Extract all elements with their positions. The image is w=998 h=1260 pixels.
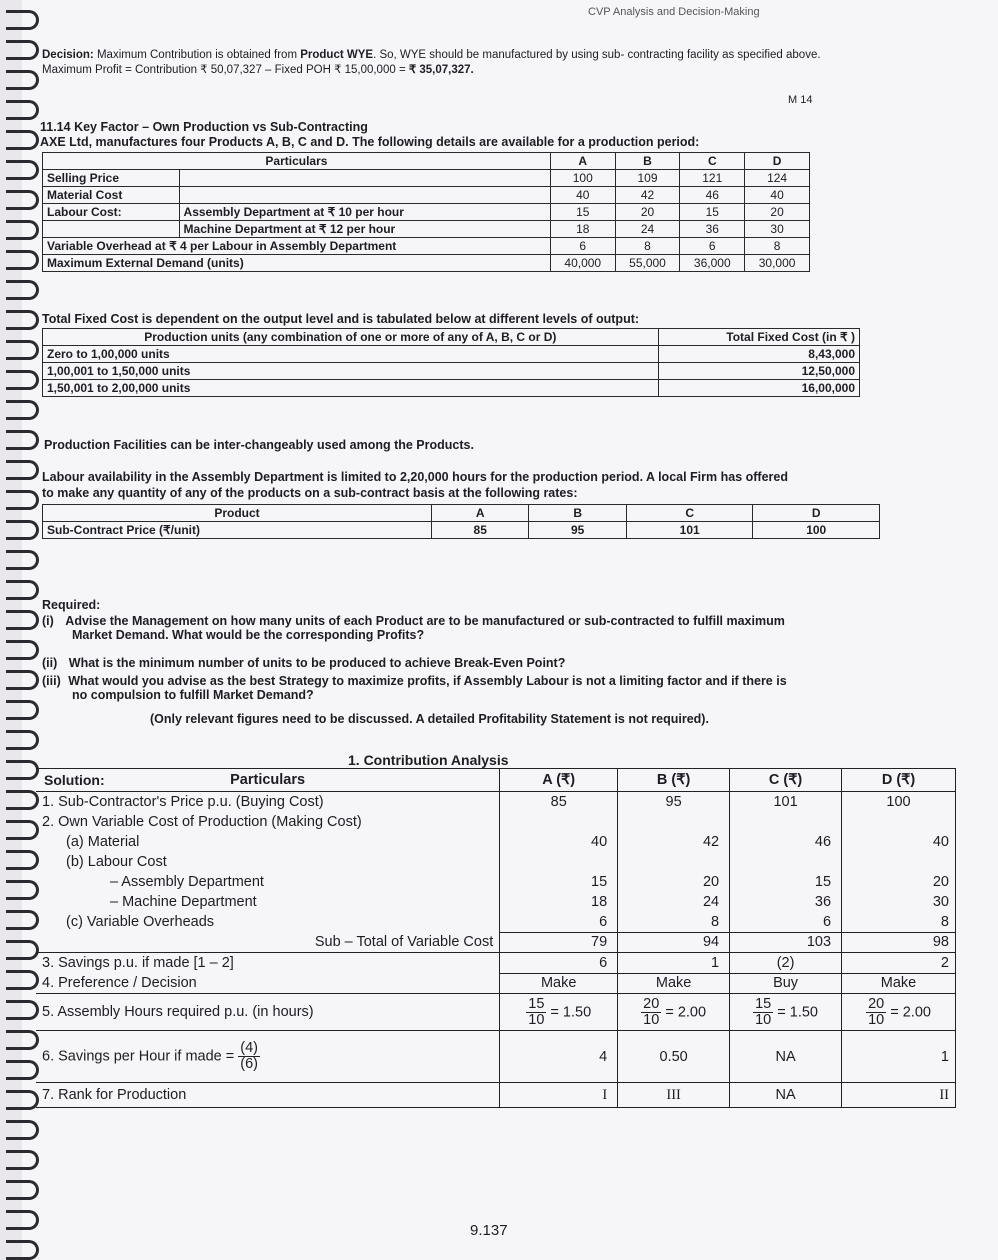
col-header: C (₹) xyxy=(730,769,842,792)
row-sub xyxy=(179,170,550,187)
fraction-numerator: (4) xyxy=(240,1040,258,1056)
table-cell: 15 xyxy=(550,204,615,221)
binding-ring xyxy=(6,130,39,150)
col-header: B xyxy=(615,153,680,170)
table-row xyxy=(43,170,810,187)
binding-ring xyxy=(6,280,39,300)
table-cell: 42 xyxy=(618,832,730,852)
table-row xyxy=(43,363,860,380)
binding-ring xyxy=(6,520,39,540)
price-label: Sub-Contract Price (₹/unit) xyxy=(43,522,432,539)
table-cell: 20 xyxy=(745,204,810,221)
row-number: 4. xyxy=(42,975,55,991)
table-cell: 1 xyxy=(842,1031,956,1083)
contribution-analysis-table xyxy=(36,768,956,1108)
fraction-result: = 2.00 xyxy=(665,1003,707,1020)
fraction-result: = 2.00 xyxy=(890,1003,931,1020)
table-row xyxy=(36,932,956,953)
table-cell: 6 xyxy=(500,953,618,974)
row-label: Maximum External Demand (units) xyxy=(43,255,551,272)
binding-ring xyxy=(6,1240,39,1260)
requirement-item xyxy=(42,656,902,670)
binding-ring xyxy=(6,400,39,420)
table-cell: 4 xyxy=(500,1031,618,1083)
binding-ring xyxy=(6,460,39,480)
fraction-cell xyxy=(500,994,618,1031)
table-row xyxy=(36,812,956,832)
row-label: Preference / Decision xyxy=(58,975,197,991)
table-cell: 124 xyxy=(745,170,810,187)
table-cell: 1 xyxy=(618,953,730,974)
table-cell: 36 xyxy=(680,221,745,238)
binding-ring xyxy=(6,760,39,780)
binding-ring xyxy=(6,1210,39,1230)
table-cell: 16,00,000 xyxy=(658,380,859,397)
fraction-numerator: 20 xyxy=(868,995,885,1012)
binding-ring xyxy=(6,1150,39,1170)
table-cell: 0.50 xyxy=(618,1031,730,1083)
table-row xyxy=(36,912,956,932)
requirement-note: (Only relevant figures need to be discussed. A detailed Profitability Statement is not required). xyxy=(150,712,709,726)
fraction-result: = 1.50 xyxy=(550,1003,592,1020)
row-sub: Machine Department at ₹ 12 per hour xyxy=(179,221,550,238)
binding-ring xyxy=(6,490,39,510)
table-cell: 94 xyxy=(618,932,730,953)
table-row xyxy=(43,346,860,363)
table-cell: 40,000 xyxy=(550,255,615,272)
solution-label: Solution: xyxy=(44,772,105,788)
table-cell: 1,50,001 to 2,00,000 units xyxy=(43,380,659,397)
binding-ring xyxy=(6,850,39,870)
table-cell: 98 xyxy=(842,932,956,953)
table-cell: 55,000 xyxy=(615,255,680,272)
binding-ring xyxy=(6,70,39,90)
col-header: D (₹) xyxy=(842,769,956,792)
spiral-binding xyxy=(0,0,40,1260)
solution-title: 1. Contribution Analysis xyxy=(348,752,509,768)
row-label: Assembly Hours required p.u. (in hours) xyxy=(57,1004,314,1020)
table-row xyxy=(43,522,880,539)
particulars-header: Particulars xyxy=(36,769,500,792)
row-label: Rank for Production xyxy=(58,1087,187,1103)
table-cell: 20 xyxy=(842,872,956,892)
binding-ring xyxy=(6,580,39,600)
binding-ring xyxy=(6,1030,39,1050)
table-cell: 12,50,000 xyxy=(658,363,859,380)
decision-result: ₹ 35,07,327. xyxy=(408,64,474,76)
table-row xyxy=(36,1031,956,1083)
binding-ring xyxy=(6,190,39,210)
row-number: 1. xyxy=(42,794,55,810)
table-cell: II xyxy=(842,1083,956,1108)
table-cell: 46 xyxy=(680,187,745,204)
table-cell: 8 xyxy=(842,912,956,932)
binding-ring xyxy=(6,730,39,750)
col-header: B xyxy=(529,505,626,522)
table-cell: 30 xyxy=(745,221,810,238)
table-row xyxy=(43,238,810,255)
row-label: Savings per Hour if made = xyxy=(58,1048,235,1065)
binding-ring xyxy=(6,220,39,240)
fraction-cell xyxy=(618,994,730,1031)
decision-text-1: Maximum Contribution is obtained from xyxy=(96,49,301,61)
fraction-numerator: 15 xyxy=(755,995,772,1012)
row-label: (b) Labour Cost xyxy=(66,854,167,870)
table-cell: 30,000 xyxy=(745,255,810,272)
requirement-text-cont: no compulsion to fulfill Market Demand? xyxy=(72,688,314,702)
row-label: Sub – Total of Variable Cost xyxy=(36,932,500,953)
fraction-denominator: 10 xyxy=(755,1011,772,1028)
table-cell: 100 xyxy=(842,792,956,813)
col-header: Total Fixed Cost (in ₹ ) xyxy=(658,329,859,346)
col-header: D xyxy=(745,153,810,170)
table-cell: 15 xyxy=(730,872,842,892)
table-header-particulars: Particulars xyxy=(43,153,551,170)
table-cell: 8 xyxy=(618,912,730,932)
row-label: (c) Variable Overheads xyxy=(66,914,215,930)
col-header: A xyxy=(550,153,615,170)
table-row xyxy=(43,187,810,204)
row-sub xyxy=(179,187,550,204)
decision-text-3: contracting facility as specified above. Maximum Profit = Contribution ₹ 50,07,327 – Fixed POH ₹ 15,00,000 = xyxy=(42,49,821,76)
fraction-result: = 1.50 xyxy=(777,1003,818,1020)
table-cell: 40 xyxy=(842,832,956,852)
row-label: Material Cost xyxy=(43,187,180,204)
table-row xyxy=(36,832,956,852)
binding-ring xyxy=(6,1090,39,1110)
table-cell: 79 xyxy=(500,932,618,953)
binding-ring xyxy=(6,370,39,390)
table-cell: (2) xyxy=(730,953,842,974)
requirement-number: (iii) xyxy=(42,674,61,688)
table-cell: 101 xyxy=(730,792,842,813)
row-label: Variable Overhead at ₹ 4 per Labour in Assembly Department xyxy=(43,238,551,255)
table-cell: I xyxy=(500,1083,618,1108)
required-label: Required: xyxy=(42,598,101,612)
table-cell: NA xyxy=(730,1031,842,1083)
requirement-text: What would you advise as the best Strategy to maximize profits, if Assembly Labour is not a limiting factor and if there is xyxy=(68,674,787,688)
table-cell: 100 xyxy=(753,522,880,539)
decision-text-2: . So, WYE should be manufactured by using sub- xyxy=(373,49,625,61)
binding-ring xyxy=(6,310,39,330)
question-heading: 11.14 Key Factor – Own Production vs Sub-Contracting xyxy=(40,120,368,134)
table-cell: Buy xyxy=(730,973,842,994)
binding-ring xyxy=(6,670,39,690)
table-cell: Make xyxy=(500,973,618,994)
table-cell: 40 xyxy=(550,187,615,204)
row-label: (a) Material xyxy=(66,834,140,850)
binding-ring xyxy=(6,40,39,60)
col-header: Production units (any combination of one or more of any of A, B, C or D) xyxy=(43,329,659,346)
table-row xyxy=(43,255,810,272)
table-cell: 6 xyxy=(550,238,615,255)
row-number: 7. xyxy=(42,1087,55,1103)
table-cell: 121 xyxy=(680,170,745,187)
requirement-text: What is the minimum number of units to be produced to achieve Break-Even Point? xyxy=(68,656,566,670)
binding-ring xyxy=(6,1000,39,1020)
running-header: CVP Analysis and Decision-Making xyxy=(588,6,760,18)
decision-product: Product WYE xyxy=(300,49,374,61)
binding-ring xyxy=(6,250,39,270)
row-label: – Assembly Department xyxy=(110,874,264,890)
row-label xyxy=(43,221,180,238)
table-cell: III xyxy=(618,1083,730,1108)
table-row xyxy=(36,953,956,974)
table-cell: 20 xyxy=(615,204,680,221)
subcontract-price-table xyxy=(42,504,880,539)
fraction-denominator: 10 xyxy=(868,1011,885,1028)
table-cell: 18 xyxy=(550,221,615,238)
table-cell: 85 xyxy=(432,522,529,539)
fraction-numerator: 15 xyxy=(528,995,545,1012)
table-cell: 24 xyxy=(618,892,730,912)
table-row xyxy=(36,852,956,872)
table-cell: 95 xyxy=(529,522,626,539)
binding-ring xyxy=(6,610,39,630)
row-number: 6. xyxy=(42,1048,55,1065)
binding-ring xyxy=(6,1060,39,1080)
col-header: A (₹) xyxy=(500,769,618,792)
row-label: – Machine Department xyxy=(110,894,257,910)
table-row xyxy=(36,994,956,1031)
fraction-denominator: (6) xyxy=(240,1056,258,1072)
col-header: A xyxy=(432,505,529,522)
table-row xyxy=(43,204,810,221)
table-cell: Zero to 1,00,000 units xyxy=(43,346,659,363)
fraction-denominator: 10 xyxy=(643,1011,660,1028)
row-label: Savings p.u. if made [1 – 2] xyxy=(58,955,234,971)
table-cell: 6 xyxy=(730,912,842,932)
table-row xyxy=(43,221,810,238)
binding-ring xyxy=(6,700,39,720)
col-header: B (₹) xyxy=(618,769,730,792)
requirement-number: (ii) xyxy=(42,656,58,670)
binding-ring xyxy=(6,550,39,570)
table-cell: 18 xyxy=(500,892,618,912)
table-cell: 20 xyxy=(618,872,730,892)
table-row xyxy=(36,792,956,813)
fraction-numerator: 20 xyxy=(643,995,660,1012)
table-cell: 100 xyxy=(550,170,615,187)
binding-ring xyxy=(6,430,39,450)
requirement-text: Advise the Management on how many units of each Product are to be manufactured or sub-contracted to fulfill maximum xyxy=(65,614,785,628)
table-cell: Make xyxy=(842,973,956,994)
product-details-table xyxy=(42,152,810,272)
table-cell: 46 xyxy=(730,832,842,852)
table-cell: Make xyxy=(618,973,730,994)
table-cell: 36 xyxy=(730,892,842,912)
table-cell: 42 xyxy=(615,187,680,204)
labour-text-1: Labour availability in the Assembly Department is limited to 2,20,000 hours for the production period. A local Firm has offered xyxy=(42,470,788,484)
row-sub: Assembly Department at ₹ 10 per hour xyxy=(179,204,550,221)
table-row xyxy=(36,872,956,892)
binding-ring xyxy=(6,640,39,660)
table-row xyxy=(36,1083,956,1108)
table-cell: 36,000 xyxy=(680,255,745,272)
question-intro: AXE Ltd, manufactures four Products A, B, C and D. The following details are available for a production period: xyxy=(40,135,700,149)
binding-ring xyxy=(6,1120,39,1140)
table-cell: 6 xyxy=(680,238,745,255)
row-label: Own Variable Cost of Production (Making Cost) xyxy=(58,814,362,830)
binding-ring xyxy=(6,10,39,30)
table-cell: NA xyxy=(730,1083,842,1108)
product-label: Product xyxy=(43,505,432,522)
decision-label: Decision: xyxy=(42,49,94,61)
binding-ring xyxy=(6,880,39,900)
binding-ring xyxy=(6,970,39,990)
binding-ring xyxy=(6,820,39,840)
binding-ring xyxy=(6,160,39,180)
table-cell: 6 xyxy=(500,912,618,932)
table-cell: 8 xyxy=(615,238,680,255)
table-cell: 2 xyxy=(842,953,956,974)
table-cell: 8 xyxy=(745,238,810,255)
binding-ring xyxy=(6,100,39,120)
requirement-item xyxy=(42,614,902,642)
table-cell: 24 xyxy=(615,221,680,238)
table-cell: 8,43,000 xyxy=(658,346,859,363)
binding-ring xyxy=(6,910,39,930)
row-label: Selling Price xyxy=(43,170,180,187)
col-header: C xyxy=(680,153,745,170)
row-label: Sub-Contractor's Price p.u. (Buying Cost) xyxy=(58,794,324,810)
table-cell: 15 xyxy=(500,872,618,892)
fraction-cell xyxy=(842,994,956,1031)
fixed-cost-table xyxy=(42,328,860,397)
fixed-cost-intro: Total Fixed Cost is dependent on the output level and is tabulated below at different levels of output: xyxy=(42,312,640,326)
margin-marker: M 14 xyxy=(788,94,813,106)
table-row xyxy=(36,973,956,994)
col-header: C xyxy=(626,505,753,522)
table-row xyxy=(43,380,860,397)
requirement-number: (i) xyxy=(42,614,54,628)
row-number: 5. xyxy=(42,1004,55,1020)
col-header: D xyxy=(753,505,880,522)
table-cell: 103 xyxy=(730,932,842,953)
decision-paragraph xyxy=(42,48,842,78)
table-cell: 40 xyxy=(745,187,810,204)
binding-ring xyxy=(6,790,39,810)
table-cell: 101 xyxy=(626,522,753,539)
facilities-note: Production Facilities can be inter-changeably used among the Products. xyxy=(44,438,474,452)
row-number: 2. xyxy=(42,814,55,830)
fraction-cell xyxy=(730,994,842,1031)
table-cell: 40 xyxy=(500,832,618,852)
binding-ring xyxy=(6,340,39,360)
table-cell: 85 xyxy=(500,792,618,813)
table-cell: 15 xyxy=(680,204,745,221)
requirement-item xyxy=(42,674,922,702)
row-label: Labour Cost: xyxy=(43,204,180,221)
binding-ring xyxy=(6,940,39,960)
row-number: 3. xyxy=(42,955,55,971)
labour-text-2: to make any quantity of any of the products on a sub-contract basis at the following rates: xyxy=(42,486,578,500)
fraction-denominator: 10 xyxy=(528,1011,545,1028)
table-cell: 30 xyxy=(842,892,956,912)
page-number: 9.137 xyxy=(470,1222,508,1239)
requirement-text-cont: Market Demand. What would be the corresponding Profits? xyxy=(72,628,425,642)
table-cell: 1,00,001 to 1,50,000 units xyxy=(43,363,659,380)
binding-ring xyxy=(6,1180,39,1200)
table-row xyxy=(36,892,956,912)
table-cell: 95 xyxy=(618,792,730,813)
table-cell: 109 xyxy=(615,170,680,187)
